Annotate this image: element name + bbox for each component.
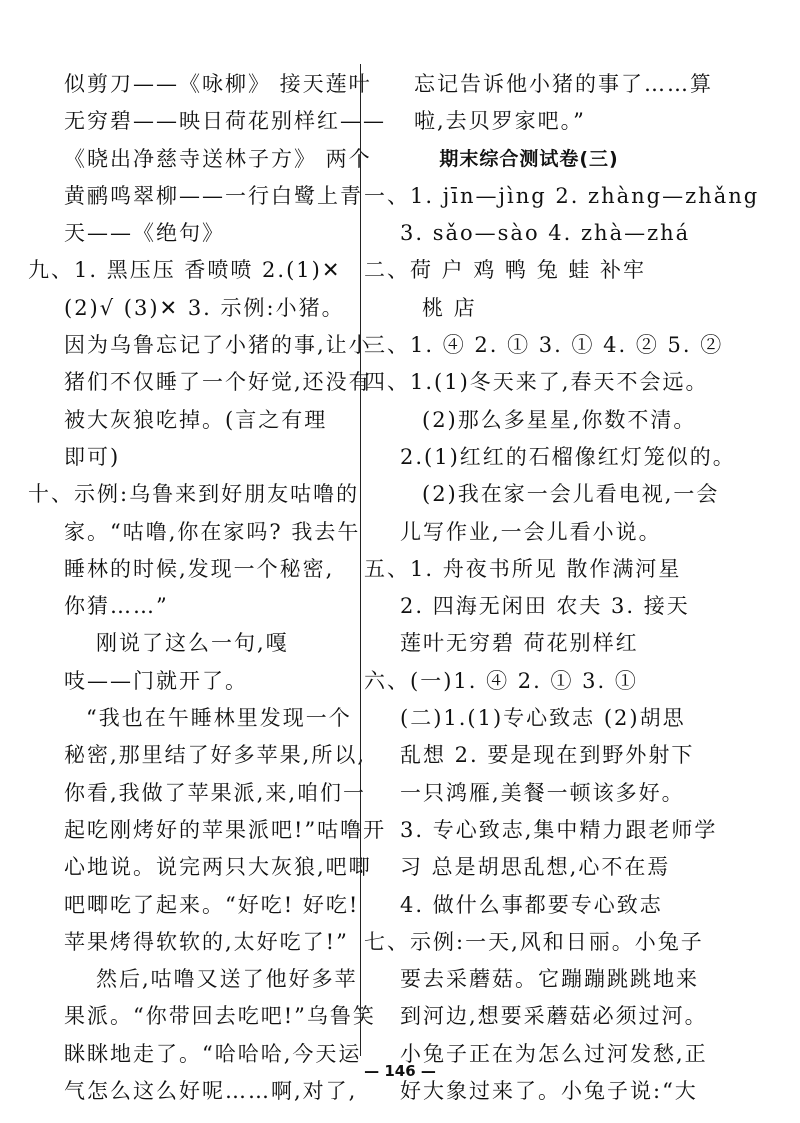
text-line: 一、1. jīn—jìng 2. zhàng—zhǎng	[364, 183, 760, 208]
text-line: 秘密,那里结了好多苹果,所以,	[64, 743, 367, 768]
text-line: 天——《绝句》	[64, 221, 225, 246]
right-column	[364, 66, 760, 1110]
text-line: 三、1. ④ 2. ① 3. ① 4. ② 5. ②	[364, 333, 724, 358]
text-line: 莲叶无穷碧 荷花别样红	[400, 631, 639, 656]
text-line: 似剪刀——《咏柳》 接天莲叶	[64, 72, 372, 96]
left-column	[28, 66, 387, 1110]
text-line: 《晓出净慈寺送林子方》 两个	[64, 146, 372, 171]
text-line: 被大灰狼吃掉。(言之有理	[64, 407, 328, 432]
text-line: 心地说。说完两只大灰狼,吧唧	[64, 855, 372, 880]
page-number: — 146 —	[364, 1062, 436, 1080]
text-line: 四、1.(1)冬天来了,春天不会远。	[364, 370, 709, 395]
text-line: (二)1.(1)专心致志 (2)胡思	[400, 706, 686, 731]
text-line: 果派。“你带回去吃吧!”乌鲁笑	[64, 1004, 376, 1029]
text-line: (2)我在家一会儿看电视,一会	[422, 482, 720, 507]
text-line: 习 总是胡思乱想,心不在焉	[400, 855, 671, 880]
text-line: 因为乌鲁忘记了小猪的事,让小	[64, 333, 372, 358]
text-line: 小兔子正在为怎么过河发愁,正	[400, 1041, 708, 1066]
text-line: 十、示例:乌鲁来到好朋友咕噜的	[28, 482, 360, 507]
text-line: 吱——门就开了。	[64, 668, 248, 693]
text-line: “我也在午睡林里发现一个	[86, 706, 352, 731]
text-line: (2)√ (3)✕ 3. 示例:小猪。	[64, 295, 345, 320]
text-line: 要去采蘑菇。它蹦蹦跳跳地来	[400, 967, 699, 992]
text-line: 好大象过来了。小兔子说:“大	[400, 1079, 698, 1104]
text-line: 忘记告诉他小猪的事了……算	[414, 72, 713, 96]
text-line: 然后,咕噜又送了他好多苹	[96, 967, 358, 992]
text-line: 五、1. 舟夜书所见 散作满河星	[364, 556, 682, 581]
text-line: 桃 店	[422, 295, 477, 320]
text-line: (2)那么多星星,你数不清。	[422, 407, 697, 432]
section-title: 期末综合测试卷(三)	[439, 147, 619, 170]
text-line: 起吃刚烤好的苹果派吧!”咕噜开	[64, 817, 387, 842]
text-line: 4. 做什么事都要专心致志	[400, 892, 663, 917]
text-line: 你猜……”	[64, 594, 169, 619]
text-line: 到河边,想要采蘑菇必须过河。	[400, 1004, 708, 1029]
text-line: 六、(一)1. ④ 2. ① 3. ①	[364, 668, 638, 693]
text-line: 苹果烤得软软的,太好吃了!”	[64, 929, 349, 954]
text-line: 乱想 2. 要是现在到野外射下	[400, 743, 695, 768]
text-line: 3. 专心致志,集中精力跟老师学	[400, 817, 718, 842]
text-line: 啦,去贝罗家吧。”	[414, 109, 586, 134]
text-line: 二、荷 户 鸡 鸭 兔 蛙 补牢	[364, 258, 647, 283]
text-line: 你看,我做了苹果派,来,咱们一	[64, 780, 367, 805]
text-line: 儿写作业,一会儿看小说。	[400, 519, 662, 544]
text-line: 吧唧吃了起来。“好吃! 好吃!	[64, 892, 360, 917]
text-line: 眯眯地走了。“哈哈哈,今天运	[64, 1041, 362, 1066]
column-divider	[360, 64, 361, 1056]
text-line: 猪们不仅睡了一个好觉,还没有	[64, 370, 372, 395]
text-line: 3. sǎo—sào 4. zhà—zhá	[400, 221, 691, 246]
text-line: 家。“咕噜,你在家吗? 我去午	[64, 519, 361, 544]
text-line: 七、示例:一天,风和日丽。小兔子	[364, 929, 704, 954]
text-line: 气怎么这么好呢……啊,对了,	[64, 1079, 358, 1104]
text-line: 睡林的时候,发现一个秘密,	[64, 556, 335, 581]
text-line: 2. 四海无闲田 农夫 3. 接天	[400, 594, 690, 619]
text-line: 一只鸿雁,美餐一顿该多好。	[400, 780, 685, 805]
text-line: 即可)	[64, 444, 121, 469]
text-line: 九、1. 黑压压 香喷喷 2.(1)✕	[28, 258, 342, 283]
text-line: 无穷碧——映日荷花别样红——	[64, 109, 386, 134]
text-line: 刚说了这么一句,嘎	[96, 631, 289, 656]
text-line: 黄鹂鸣翠柳——一行白鹭上青	[64, 183, 363, 208]
text-line: 2.(1)红红的石榴像红灯笼似的。	[400, 444, 736, 469]
